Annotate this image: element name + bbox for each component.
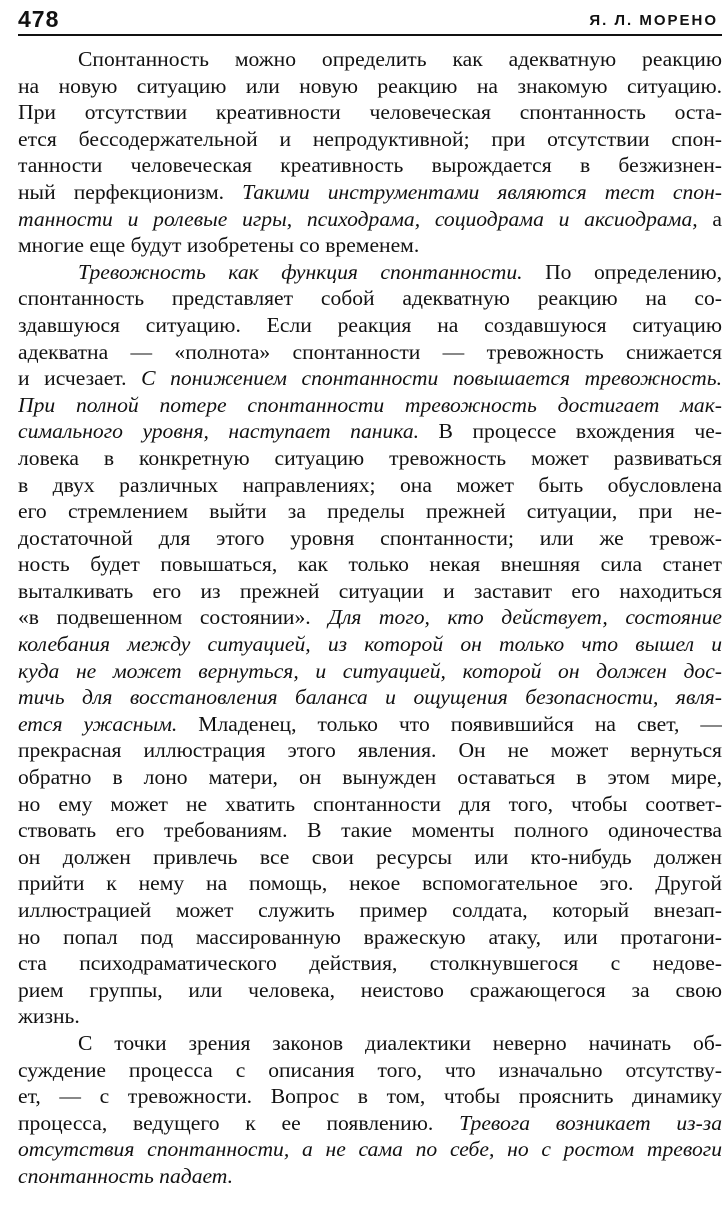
text-run: В процессе вхождения че- [419, 419, 722, 444]
text-run: но ему может не хватить спонтанности для того, чтобы соответ- [18, 791, 722, 816]
italic-text: Такими инструментами являются тест спон- [242, 179, 722, 204]
text-run: достаточной для этого уровня спонтанности; или же тревож- [18, 525, 722, 550]
italic-text: С понижением спонтанности повышается тревожность. [141, 366, 722, 391]
page-number: 478 [18, 6, 60, 32]
italic-text: ется ужасным. [18, 711, 178, 736]
text-line [18, 737, 722, 764]
italic-text: тичь для восстановления баланса и ощущения безопасности, явля- [18, 685, 722, 710]
text-run: рием группы, или человека, неистово сражающегося за свою [18, 977, 722, 1002]
text-line [18, 658, 722, 685]
text-run: ста психодраматического действия, столкнувшегося с недове- [18, 951, 722, 976]
text-line [18, 1163, 722, 1190]
text-line [18, 1057, 722, 1084]
paragraph [18, 46, 722, 259]
text-run: адекватна — «полнота» спонтанности — тревожность снижается [18, 339, 722, 364]
italic-text: симального уровня, наступает паника. [18, 419, 420, 444]
text-line [18, 551, 722, 578]
text-run: С точки зрения законов диалектики неверно начинать об- [78, 1030, 722, 1055]
text-run: но попал под массированную вражескую атаку, или протагони- [18, 924, 722, 949]
text-line [18, 418, 722, 445]
text-run: жизнь. [18, 1004, 80, 1029]
text-run: а [697, 206, 722, 231]
text-run: и исчезает. [18, 366, 142, 391]
text-run: Спонтанность можно определить как адекватную реакцию [78, 47, 722, 71]
text-line [18, 259, 722, 286]
text-line [18, 1083, 722, 1110]
italic-text: спонтанность падает. [18, 1163, 234, 1188]
text-line [18, 179, 722, 206]
text-run: ловека в конкретную ситуацию тревожность может развиваться [18, 445, 722, 470]
text-line [18, 631, 722, 658]
text-line [18, 498, 722, 525]
text-line [18, 1030, 722, 1057]
text-line [18, 870, 722, 897]
text-line [18, 1136, 722, 1163]
text-line [18, 897, 722, 924]
text-run: многие еще будут изобретены со временем. [18, 233, 420, 258]
text-line [18, 339, 722, 366]
text-run: прийти к нему на помощь, некое вспомогательное эго. Другой [18, 871, 722, 896]
text-run: обратно в лоно матери, он вынужден оставаться в этом мире, [18, 765, 722, 790]
text-line [18, 604, 722, 631]
paragraph [18, 1030, 722, 1190]
text-run: его стремлением выйти за пределы прежней ситуации, при не- [18, 499, 722, 524]
running-head [18, 4, 722, 36]
text-line [18, 525, 722, 552]
text-line [18, 472, 722, 499]
body-text [18, 46, 722, 1190]
text-line [18, 817, 722, 844]
italic-text: куда не может вернуться, и ситуацией, которой он должен дос- [18, 658, 722, 683]
text-line [18, 764, 722, 791]
text-run: иллюстрацией может служить пример солдата, который внезап- [18, 898, 722, 922]
text-line [18, 232, 722, 259]
italic-text: При полной потере спонтанности тревожность достигает мак- [18, 392, 722, 417]
text-run: «в подвешенном состоянии». [18, 605, 329, 630]
italic-text: Тревога возникает из-за [459, 1110, 722, 1135]
text-line [18, 46, 722, 73]
paragraph [18, 259, 722, 1030]
text-run: он должен привлечь все свои ресурсы или кто-нибудь должен [18, 844, 722, 869]
text-run: При отсутствии креативности человеческая спонтанность оста- [18, 100, 722, 125]
text-line [18, 126, 722, 153]
text-line [18, 1110, 722, 1137]
italic-text: колебания между ситуацией, из которой он только что вышел и [18, 632, 722, 657]
text-run: спонтанность представляет собой адекватную реакцию на со- [18, 286, 722, 311]
text-line [18, 977, 722, 1004]
text-run: процесса, ведущего к ее появлению. [18, 1110, 460, 1135]
text-run: танности человеческая креативность вырождается в безжизнен- [18, 153, 722, 178]
text-line [18, 365, 722, 392]
italic-text: Тревожность как функция спонтанности. [78, 259, 523, 284]
italic-text: отсутствия спонтанности, а не сама по себе, но с ростом тревоги [18, 1137, 722, 1162]
text-line [18, 844, 722, 871]
text-run: ность будет повышаться, как только некая внешняя сила станет [18, 552, 722, 577]
text-line [18, 1003, 722, 1030]
text-run: ный перфекционизм. [18, 179, 243, 204]
text-line [18, 206, 722, 233]
text-run: выталкивать его из прежней ситуации и заставит его находиться [18, 578, 722, 603]
text-run: на новую ситуацию или новую реакцию на знакомую ситуацию. [18, 73, 722, 98]
text-run: прекрасная иллюстрация этого явления. Он не может вернуться [18, 738, 722, 763]
text-line [18, 924, 722, 951]
text-line [18, 950, 722, 977]
running-head-author: Я. Л. МОРЕНО [589, 12, 718, 29]
text-line [18, 312, 722, 339]
text-run: Младенец, только что появившийся на свет, — [177, 711, 722, 736]
text-line [18, 445, 722, 472]
italic-text: Для того, кто действует, состояние [328, 605, 722, 630]
text-run: в двух различных направлениях; она может быть обусловлена [18, 472, 722, 497]
text-line [18, 711, 722, 738]
italic-text: танности и ролевые игры, психодрама, социодрама и аксиодрама, [18, 206, 698, 231]
text-line [18, 684, 722, 711]
text-line [18, 791, 722, 818]
text-run: ется бессодержательной и непродуктивной; при отсутствии спон- [18, 126, 722, 151]
text-run: суждение процесса с описания того, что изначально отсутству- [18, 1057, 722, 1082]
text-line [18, 73, 722, 100]
text-run: По определению, [522, 259, 722, 284]
text-run: ет, — с тревожности. Вопрос в том, чтобы прояснить динамику [18, 1084, 722, 1109]
text-line [18, 392, 722, 419]
text-line [18, 152, 722, 179]
text-run: здавшуюся ситуацию. Если реакция на создавшуюся ситуацию [18, 312, 722, 337]
text-run: ствовать его требованиям. В такие моменты полного одиночества [18, 818, 722, 843]
text-line [18, 578, 722, 605]
text-line [18, 99, 722, 126]
text-line [18, 285, 722, 312]
